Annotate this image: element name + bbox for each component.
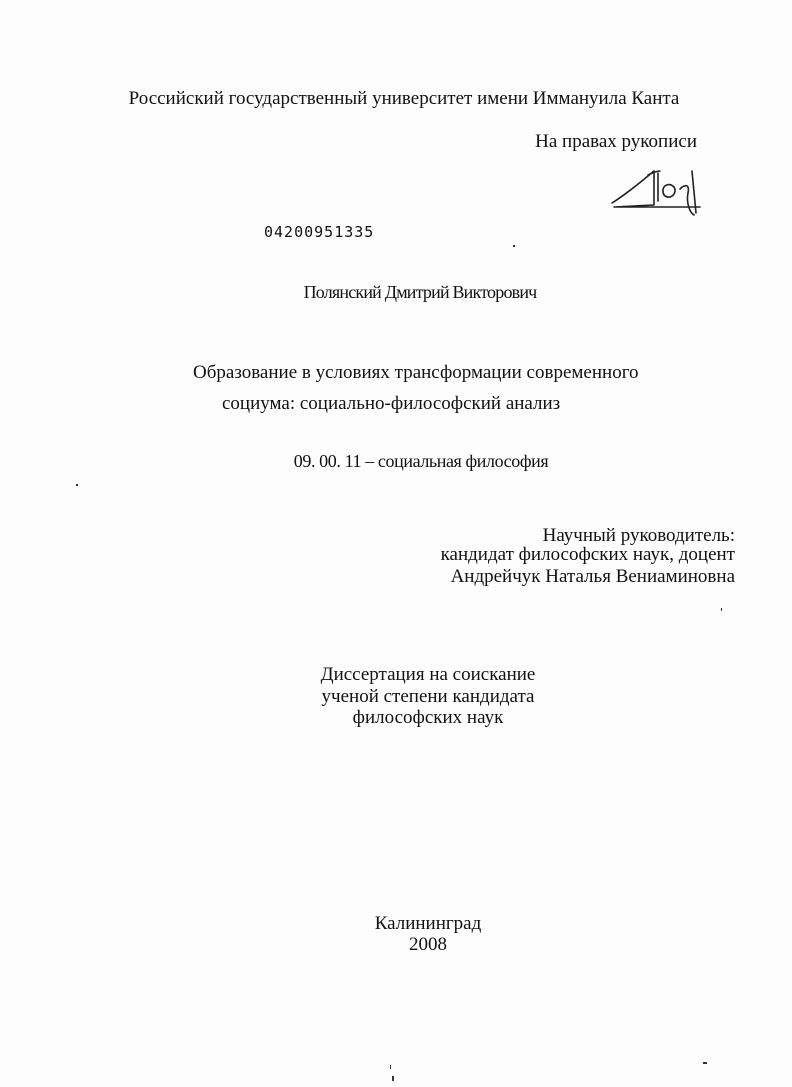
advisor-name: Андрейчук Наталья Вениаминовна [450,566,735,587]
dissertation-title-line1: Образование в условиях трансформации современного [193,362,639,383]
scan-speck [513,245,515,247]
handwritten-signature [608,163,704,219]
dissertation-type-line2: ученой степени кандидата [321,686,535,707]
scan-speck [721,608,722,611]
advisor-heading: Научный руководитель: [542,525,735,546]
scan-speck [392,1076,394,1081]
registration-code: 04200951335 [264,223,375,241]
scan-speck [76,484,78,486]
scan-speck [390,1065,391,1069]
advisor-degree: кандидат философских наук, доцент [440,544,735,565]
scan-speck [703,1062,707,1064]
year: 2008 [409,934,447,955]
manuscript-rights-label: На правах рукописи [535,131,697,152]
dissertation-type-line3: философских наук [352,707,504,728]
dissertation-title-line2: социума: социально-философский анализ [222,393,561,414]
university-name: Российский государственный университет имени Иммануила Канта [128,88,680,109]
city: Калининград [374,913,482,934]
author-name: Полянский Дмитрий Викторович [303,282,537,302]
dissertation-type-line1: Диссертация на соискание [320,664,536,685]
specialty-code: 09. 00. 11 – социальная философия [293,451,549,471]
